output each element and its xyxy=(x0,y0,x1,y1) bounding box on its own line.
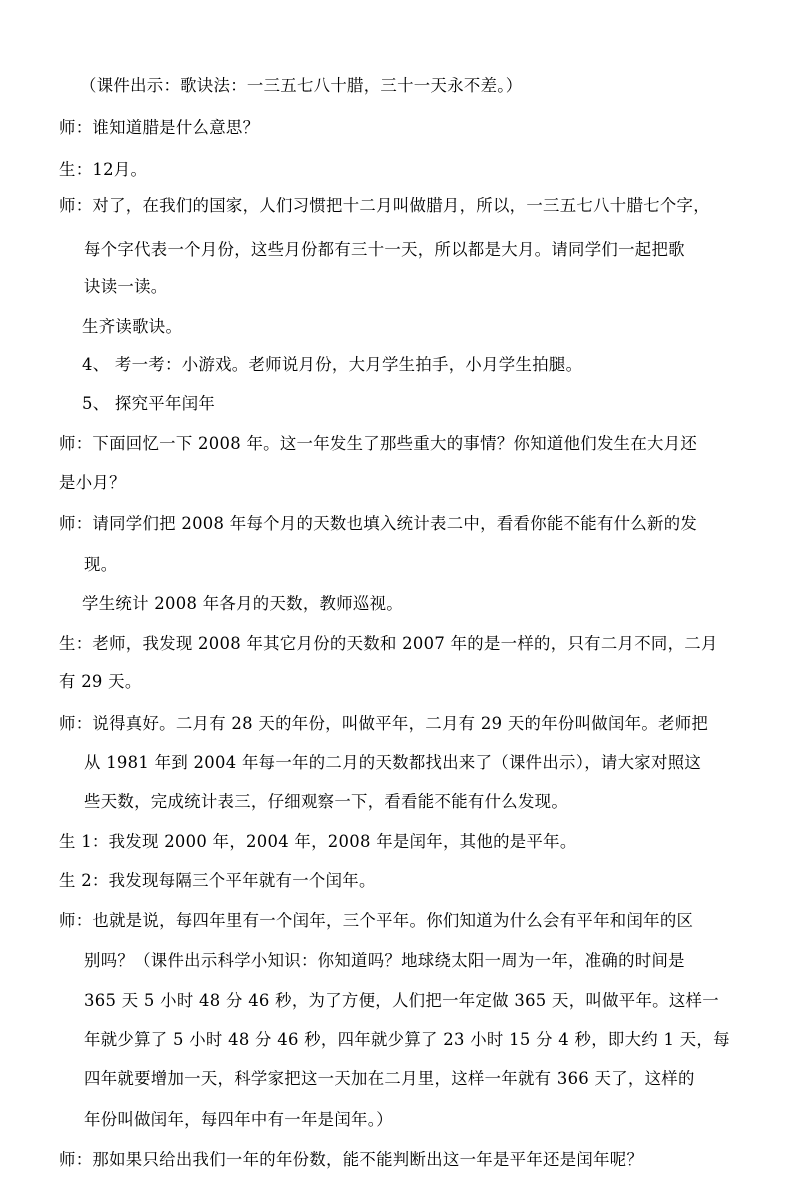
text-line: 从 1981 年到 2004 年每一年的二月的天数都找出来了（课件出示），请大家对照这 xyxy=(84,753,702,772)
text-line: 生 1：我发现 2000 年，2004 年，2008 年是闰年，其他的是平年。 xyxy=(59,832,577,851)
text-line: 生：老师，我发现 2008 年其它月份的天数和 2007 年的是一样的，只有二月不同，二月 xyxy=(59,634,718,653)
text-line: 师：那如果只给出我们一年的年份数，能不能判断出这一年是平年还是闰年呢？ xyxy=(59,1150,644,1169)
text-line: 现。 xyxy=(84,555,118,574)
text-line: 师：下面回忆一下 2008 年。这一年发生了那些重大的事情？你知道他们发生在大月还 xyxy=(59,434,698,453)
text-line: 是小月？ xyxy=(59,473,126,492)
text-line: 师：对了，在我们的国家，人们习惯把十二月叫做腊月，所以，一三五七八十腊七个字， xyxy=(59,196,710,215)
text-line: 365 天 5 小时 48 分 46 秒，为了方便，人们把一年定做 365 天，叫做平年。这样一 xyxy=(84,991,719,1010)
text-line: 有 29 天。 xyxy=(59,672,142,691)
text-line: 别吗？（课件出示科学小知识：你知道吗？地球绕太阳一周为一年，准确的时间是 xyxy=(84,951,685,970)
text-line: 年就少算了 5 小时 48 分 46 秒，四年就少算了 23 小时 15 分 4 秒，即大约 1 天，每 xyxy=(84,1030,730,1049)
text-line: 师：谁知道腊是什么意思？ xyxy=(59,118,260,137)
text-line: 师：也就是说，每四年里有一个闰年，三个平年。你们知道为什么会有平年和闰年的区 xyxy=(59,911,694,930)
text-line: 生：12月。 xyxy=(59,160,148,179)
text-line: 每个字代表一个月份，这些月份都有三十一天，所以都是大月。请同学们一起把歌 xyxy=(84,240,685,259)
text-line: 年份叫做闰年，每四年中有一年是闰年。） xyxy=(84,1110,393,1129)
text-line: 生 2：我发现每隔三个平年就有一个闰年。 xyxy=(59,871,376,890)
text-line: 四年就要增加一天，科学家把这一天加在二月里，这样一年就有 366 天了，这样的 xyxy=(84,1069,695,1088)
text-line: 些天数，完成统计表三，仔细观察一下，看看能不能有什么发现。 xyxy=(84,792,569,811)
text-line: 师：请同学们把 2008 年每个月的天数也填入统计表二中，看看你能不能有什么新的发 xyxy=(59,514,698,533)
text-line: 诀读一读。 xyxy=(84,277,168,296)
text-line: （课件出示：歌诀法：一三五七八十腊，三十一天永不差。） xyxy=(80,76,523,95)
text-line: 学生统计 2008 年各月的天数，教师巡视。 xyxy=(82,594,403,613)
text-line: 生齐读歌诀。 xyxy=(82,317,183,336)
text-line: 师：说得真好。二月有 28 天的年份，叫做平年，二月有 29 天的年份叫做闰年。老师把 xyxy=(59,714,709,733)
text-line: 5、 探究平年闰年 xyxy=(82,394,216,413)
text-line: 4、 考一考：小游戏。老师说月份，大月学生拍手，小月学生拍腿。 xyxy=(82,355,583,374)
